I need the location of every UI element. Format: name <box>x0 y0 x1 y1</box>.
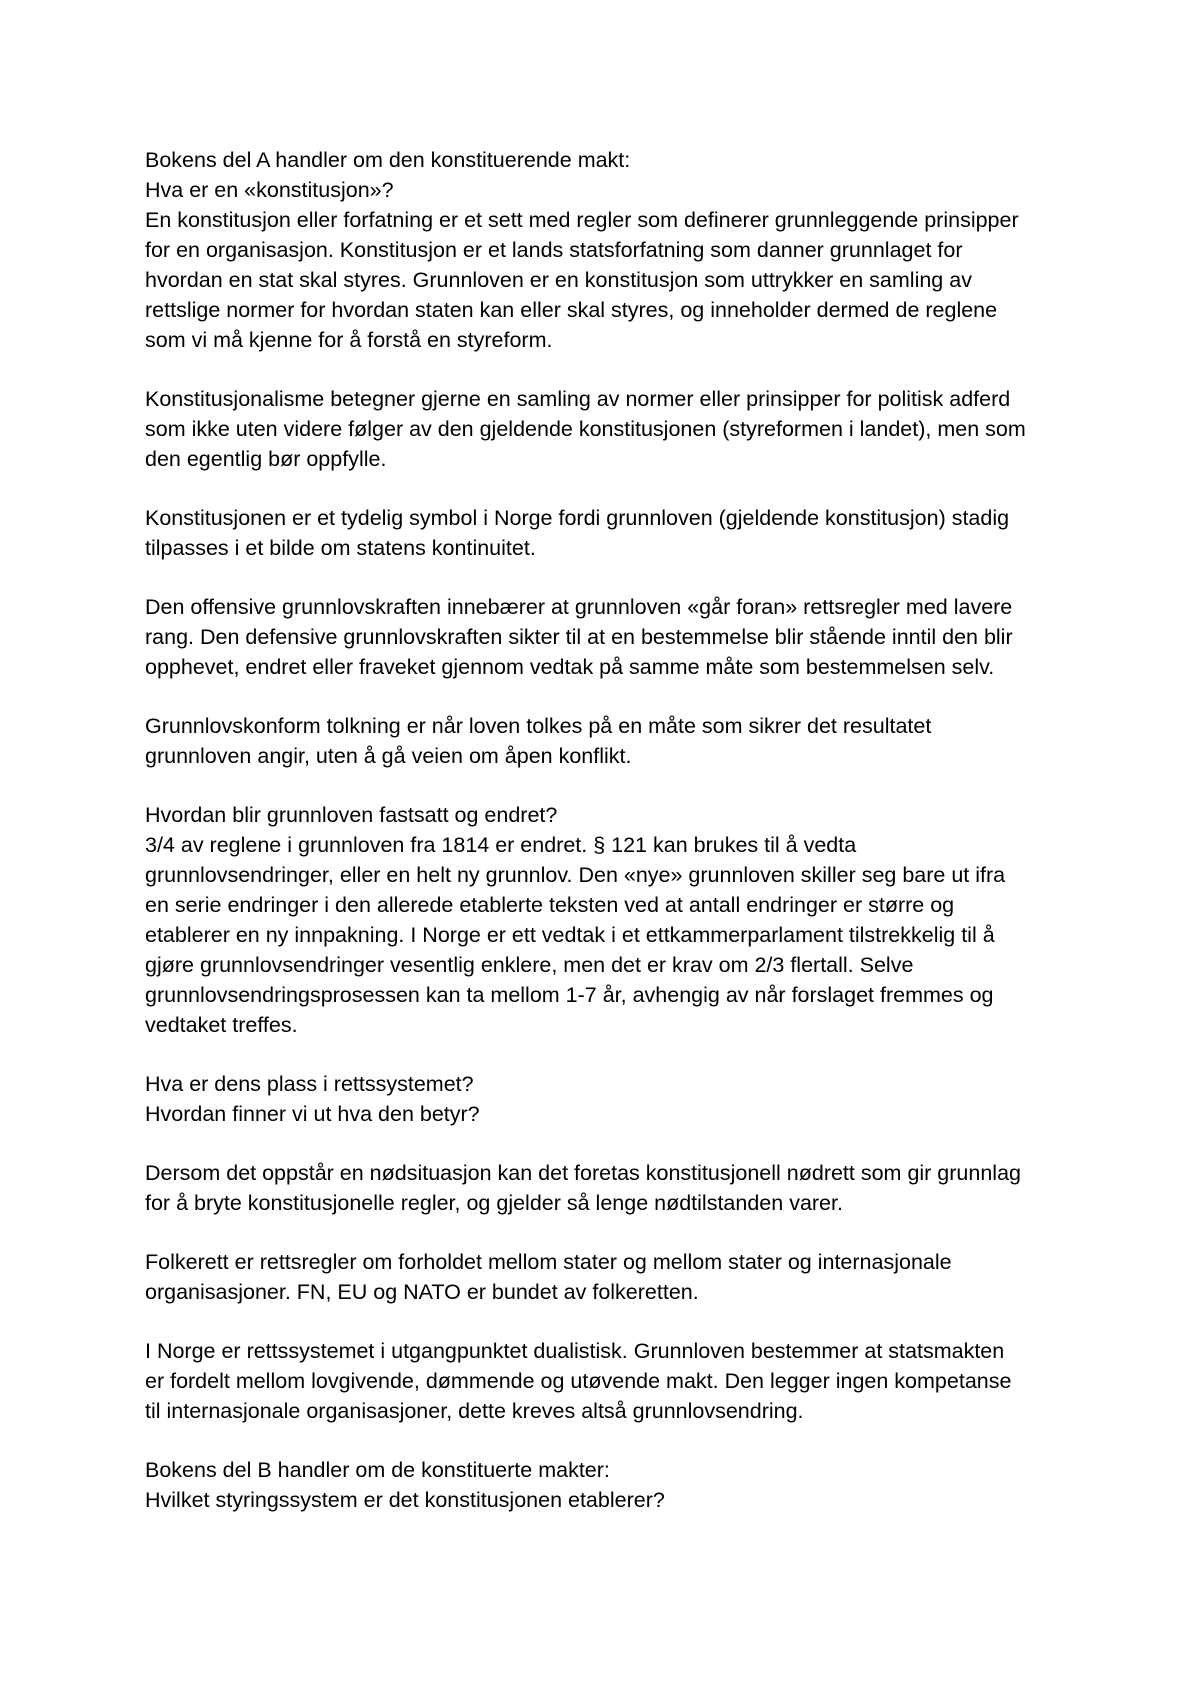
paragraph <box>145 145 1075 355</box>
text-line: I Norge er rettssystemet i utgangpunktet dualistisk. Grunnloven bestemmer at statsmakten <box>145 1339 1005 1363</box>
paragraph <box>145 711 1075 771</box>
paragraph <box>145 384 1075 474</box>
text-line: Hvordan blir grunnloven fastsatt og endret? <box>145 803 558 827</box>
text-line: vedtaket treffes. <box>145 1013 298 1037</box>
text-line: grunnlovsendringer, eller en helt ny grunnlov. Den «nye» grunnloven skiller seg bare ut ifra <box>145 863 1006 887</box>
text-line: En konstitusjon eller forfatning er et sett med regler som definerer grunnleggende prinsipper <box>145 208 1019 232</box>
text-line: Folkerett er rettsregler om forholdet mellom stater og mellom stater og internasjonale <box>145 1250 952 1274</box>
text-line: rang. Den defensive grunnlovskraften sikter til at en bestemmelse blir stående inntil den blir <box>145 625 1013 649</box>
text-line: grunnloven angir, uten å gå veien om åpen konflikt. <box>145 744 632 768</box>
text-line: etablerer en ny innpakning. I Norge er ett vedtak i et ettkammerparlament tilstrekkelig til å <box>145 923 995 947</box>
paragraph <box>145 1247 1075 1307</box>
paragraph <box>145 1455 1075 1515</box>
text-line: grunnlovsendringsprosessen kan ta mellom 1-7 år, avhengig av når forslaget fremmes og <box>145 983 994 1007</box>
document-body <box>145 145 1075 1544</box>
text-line: tilpasses i et bilde om statens kontinuitet. <box>145 536 536 560</box>
text-line: opphevet, endret eller fraveket gjennom vedtak på samme måte som bestemmelsen selv. <box>145 655 995 679</box>
text-line: Hva er dens plass i rettssystemet? <box>145 1072 474 1096</box>
paragraph <box>145 503 1075 563</box>
text-line: Konstitusjonalisme betegner gjerne en samling av normer eller prinsipper for politisk adferd <box>145 387 1011 411</box>
text-line: Hvordan finner vi ut hva den betyr? <box>145 1102 480 1126</box>
text-line: Hva er en «konstitusjon»? <box>145 178 394 202</box>
text-line: som vi må kjenne for å forstå en styreform. <box>145 328 553 352</box>
text-line: til internasjonale organisasjoner, dette kreves altså grunnlovsendring. <box>145 1399 804 1423</box>
paragraph <box>145 800 1075 1040</box>
paragraph <box>145 1158 1075 1218</box>
paragraph <box>145 1069 1075 1129</box>
text-line: organisasjoner. FN, EU og NATO er bundet av folkeretten. <box>145 1280 699 1304</box>
text-line: Grunnlovskonform tolkning er når loven tolkes på en måte som sikrer det resultatet <box>145 714 932 738</box>
text-line: rettslige normer for hvordan staten kan eller skal styres, og inneholder dermed de reglene <box>145 298 998 322</box>
text-line: den egentlig bør oppfylle. <box>145 447 387 471</box>
text-line: Dersom det oppstår en nødsituasjon kan det foretas konstitusjonell nødrett som gir grunnlag <box>145 1161 1021 1185</box>
text-line: Bokens del A handler om den konstituerende makt: <box>145 148 631 172</box>
text-line: 3/4 av reglene i grunnloven fra 1814 er endret. § 121 kan brukes til å vedta <box>145 833 857 857</box>
text-line: er fordelt mellom lovgivende, dømmende og utøvende makt. Den legger ingen kompetanse <box>145 1369 1012 1393</box>
text-line: for å bryte konstitusjonelle regler, og gjelder så lenge nødtilstanden varer. <box>145 1191 843 1215</box>
text-line: Bokens del B handler om de konstituerte makter: <box>145 1458 610 1482</box>
text-line: en serie endringer i den allerede etablerte teksten ved at antall endringer er større og <box>145 893 955 917</box>
text-line: Hvilket styringssystem er det konstitusjonen etablerer? <box>145 1488 665 1512</box>
text-line: Den offensive grunnlovskraften innebærer at grunnloven «går foran» rettsregler med lavere <box>145 595 1013 619</box>
text-line: som ikke uten videre følger av den gjeldende konstitusjonen (styreformen i landet), men som <box>145 417 1026 441</box>
text-line: Konstitusjonen er et tydelig symbol i Norge fordi grunnloven (gjeldende konstitusjon) stadig <box>145 506 1010 530</box>
text-line: gjøre grunnlovsendringer vesentlig enklere, men det er krav om 2/3 flertall. Selve <box>145 953 914 977</box>
text-line: for en organisasjon. Konstitusjon er et lands statsforfatning som danner grunnlaget for <box>145 238 963 262</box>
text-line: hvordan en stat skal styres. Grunnloven er en konstitusjon som uttrykker en samling av <box>145 268 972 292</box>
paragraph <box>145 1336 1075 1426</box>
paragraph <box>145 592 1075 682</box>
